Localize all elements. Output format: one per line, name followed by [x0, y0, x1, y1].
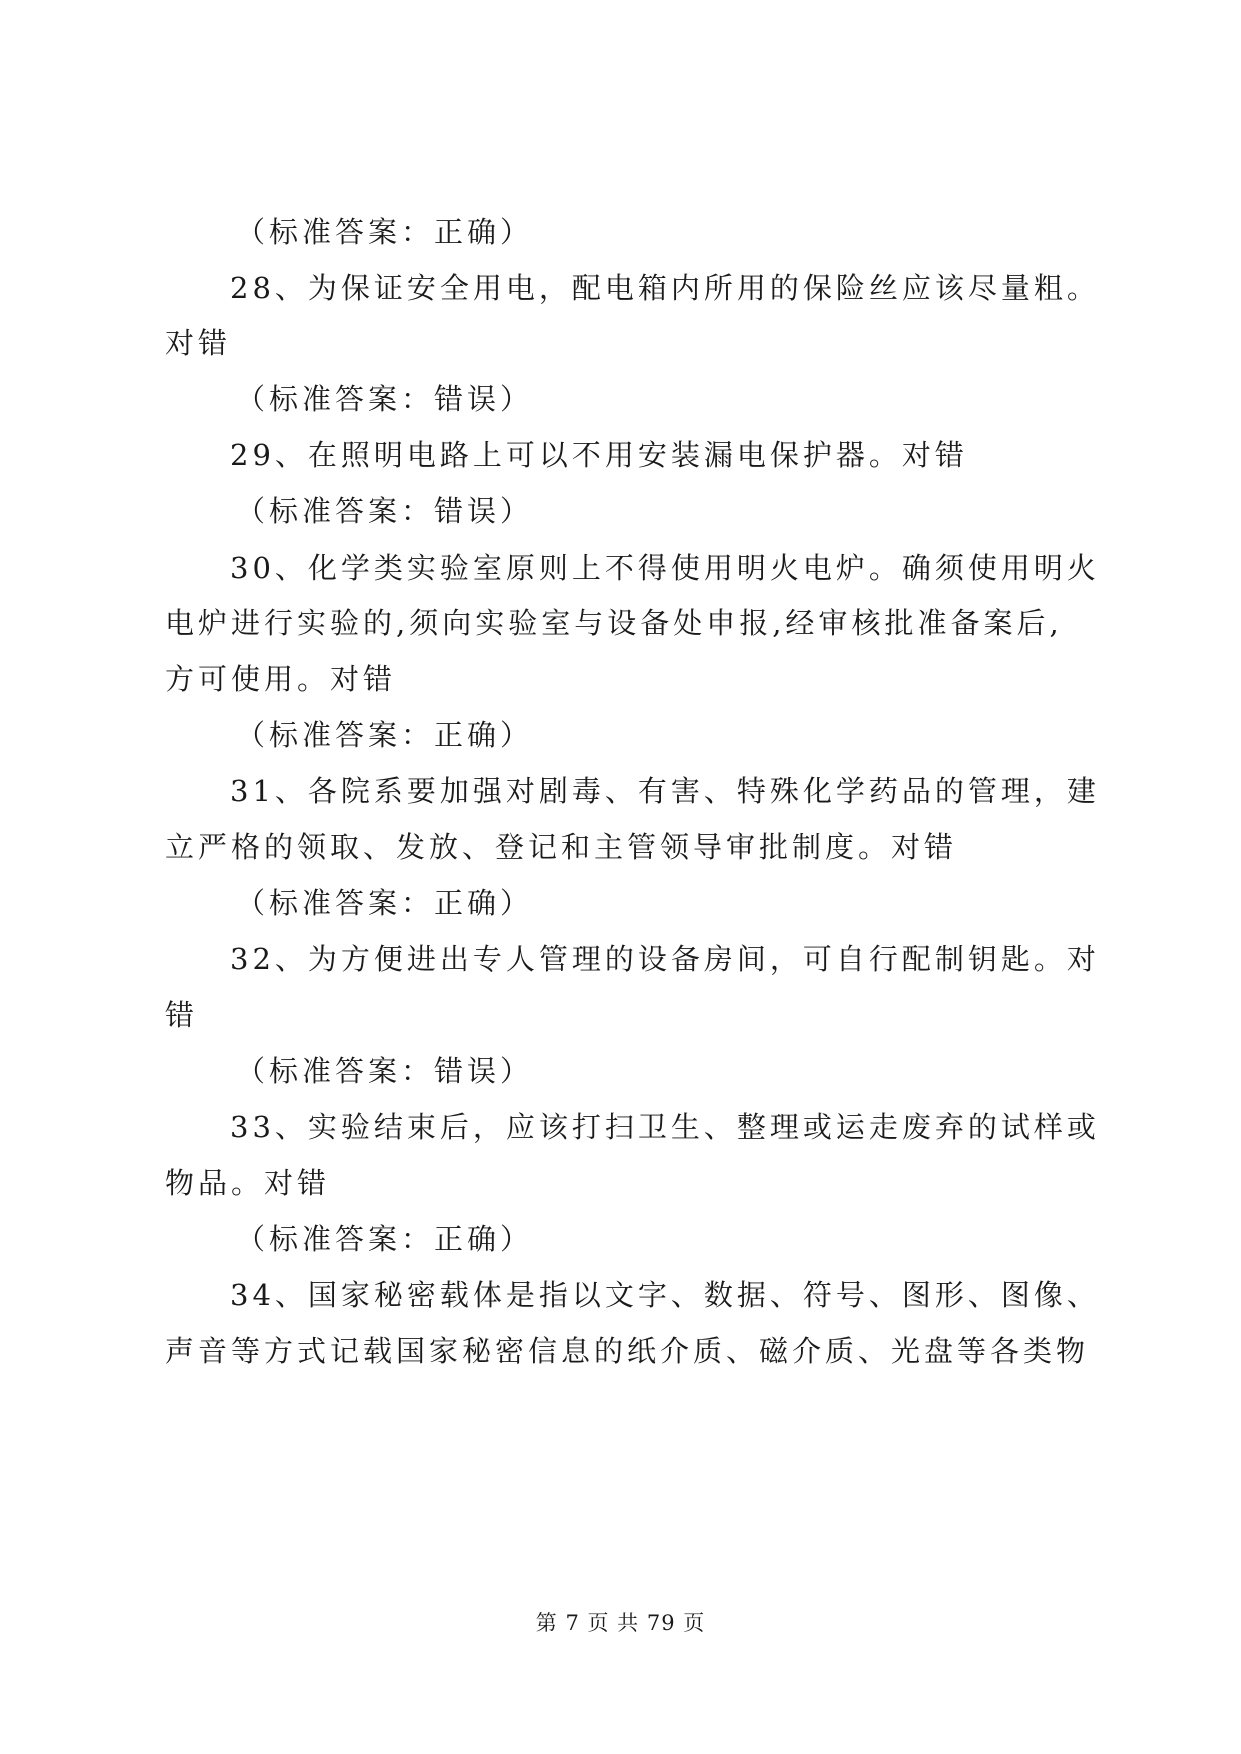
- question-32-options: 错: [165, 998, 199, 1032]
- question-32: 32、为方便进出专人管理的设备房间，可自行配制钥匙。对: [230, 942, 1100, 976]
- question-33-options: 物品。对错: [165, 1166, 331, 1200]
- question-30-cont: 电炉进行实验的,须向实验室与设备处申报,经审核批准备案后,: [165, 606, 1063, 640]
- page-footer: 第 7 页 共 79 页: [535, 1611, 706, 1635]
- answer-line: （标准答案：正确）: [236, 718, 534, 752]
- answer-line: （标准答案：正确）: [236, 215, 534, 249]
- answer-line: （标准答案：错误）: [236, 494, 534, 528]
- answer-line: （标准答案：错误）: [236, 1054, 534, 1088]
- question-29: 29、在照明电路上可以不用安装漏电保护器。对错: [230, 438, 968, 472]
- question-34: 34、国家秘密载体是指以文字、数据、符号、图形、图像、: [230, 1278, 1100, 1312]
- question-28: 28、为保证安全用电，配电箱内所用的保险丝应该尽量粗。: [230, 271, 1100, 305]
- answer-line: （标准答案：正确）: [236, 886, 534, 920]
- question-30: 30、化学类实验室原则上不得使用明火电炉。确须使用明火: [230, 551, 1100, 585]
- answer-line: （标准答案：错误）: [236, 382, 534, 416]
- answer-line: （标准答案：正确）: [236, 1222, 534, 1256]
- question-34-cont: 声音等方式记载国家秘密信息的纸介质、磁介质、光盘等各类物: [165, 1334, 1090, 1368]
- question-30-options: 方可使用。对错: [165, 662, 397, 696]
- question-33: 33、实验结束后，应该打扫卫生、整理或运走废弃的试样或: [230, 1110, 1100, 1144]
- question-31-cont: 立严格的领取、发放、登记和主管领导审批制度。对错: [165, 830, 958, 864]
- question-28-options: 对错: [165, 326, 232, 360]
- question-31: 31、各院系要加强对剧毒、有害、特殊化学药品的管理，建: [230, 774, 1100, 808]
